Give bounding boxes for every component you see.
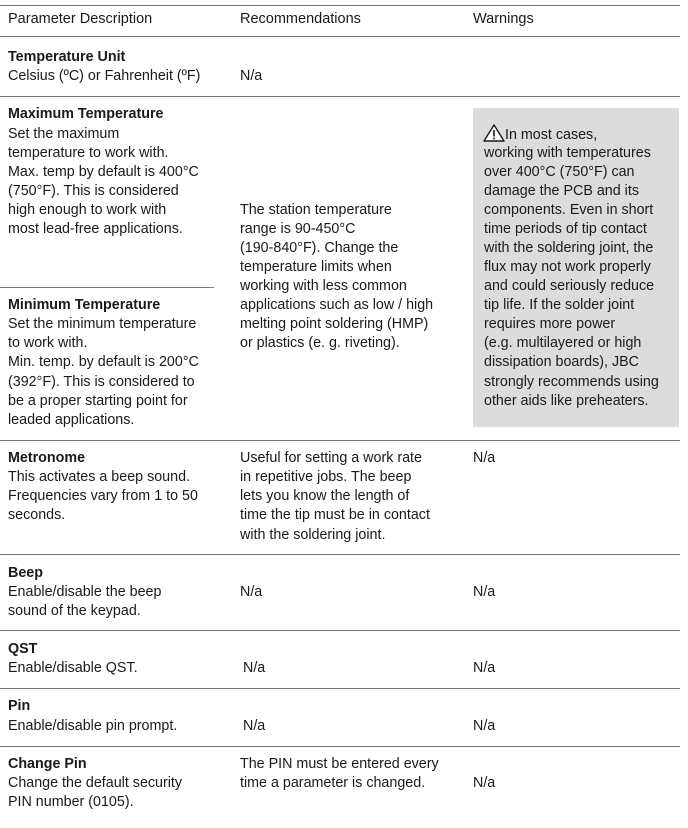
maximum-temperature-desc-2: temperature to work with.: [8, 145, 169, 161]
qst-warn: N/a: [473, 660, 496, 676]
warning-text-7: with the soldering joint, the: [484, 240, 654, 256]
beep-warn: N/a: [473, 584, 496, 600]
row-rule: [0, 96, 680, 97]
warning-first-line: [483, 124, 597, 145]
minimum-temperature-desc-6: leaded applications.: [8, 412, 135, 428]
warning-text-1: In most cases,: [505, 127, 598, 143]
minimum-temperature-desc-3: Min. temp. by default is 200°C: [8, 354, 199, 370]
warning-text-13: dissipation boards), JBC: [484, 354, 639, 370]
warning-text-9: and could seriously reduce: [484, 278, 655, 294]
change-pin-rec-2: time a parameter is changed.: [240, 775, 426, 791]
pin-desc: Enable/disable pin prompt.: [8, 718, 178, 734]
pin-warn: N/a: [473, 718, 496, 734]
temperature-rec-8: or plastics (e. g. riveting).: [240, 335, 400, 351]
maximum-temperature-desc-4: (750°F). This is considered: [8, 183, 179, 199]
change-pin-title: Change Pin: [8, 756, 87, 772]
minimum-temperature-desc-1: Set the minimum temperature: [8, 316, 197, 332]
change-pin-desc-1: Change the default security: [8, 775, 183, 791]
temperature-rec-2: range is 90-450°C: [240, 221, 356, 237]
warning-text-4: damage the PCB and its: [484, 183, 639, 199]
minimum-temperature-title: Minimum Temperature: [8, 297, 161, 313]
minimum-temperature-desc-5: be a proper starting point for: [8, 393, 188, 409]
temperature-rec-4: temperature limits when: [240, 259, 392, 275]
qst-desc: Enable/disable QST.: [8, 660, 138, 676]
metronome-desc-3: seconds.: [8, 507, 66, 523]
temperature-rec-3: (190-840°F). Change the: [240, 240, 399, 256]
warning-text-8: flux may not work properly: [484, 259, 651, 275]
beep-desc-1: Enable/disable the beep: [8, 584, 162, 600]
metronome-rec-4: time the tip must be in contact: [240, 507, 430, 523]
metronome-warn: N/a: [473, 450, 496, 466]
qst-title: QST: [8, 641, 38, 657]
metronome-rec-3: lets you know the length of: [240, 488, 410, 504]
metronome-rec-1: Useful for setting a work rate: [240, 450, 422, 466]
header-rule: [0, 36, 680, 37]
warning-text-11: requires more power: [484, 316, 616, 332]
warning-text-5: components. Even in short: [484, 202, 654, 218]
beep-title: Beep: [8, 565, 43, 581]
maximum-temperature-desc-1: Set the maximum: [8, 126, 120, 142]
header-warnings: Warnings: [473, 11, 534, 27]
row-rule: [0, 440, 680, 441]
row-rule: [0, 688, 680, 689]
warning-text-10: tip life. If the solder joint: [484, 297, 635, 313]
row-rule: [0, 746, 680, 747]
beep-rec: N/a: [240, 584, 263, 600]
metronome-desc-1: This activates a beep sound.: [8, 469, 190, 485]
temperature-unit-desc: Celsius (ºC) or Fahrenheit (ºF): [8, 68, 201, 84]
warning-text-3: over 400°C (750°F) can: [484, 164, 635, 180]
temperature-rec-7: melting point soldering (HMP): [240, 316, 429, 332]
warning-text-2: working with temperatures: [484, 145, 651, 161]
temperature-rec-6: applications such as low / high: [240, 297, 434, 313]
change-pin-warn: N/a: [473, 775, 496, 791]
warning-text-6: time periods of tip contact: [484, 221, 647, 237]
row-rule: [0, 554, 680, 555]
maximum-temperature-desc-5: high enough to work with: [8, 202, 167, 218]
table-top-rule: [0, 5, 680, 6]
warning-text-12: (e.g. multilayered or high: [484, 335, 642, 351]
warning-text-14: strongly recommends using: [484, 374, 659, 390]
temperature-rec-1: The station temperature: [240, 202, 392, 218]
row-rule: [0, 630, 680, 631]
temperature-rec-5: working with less common: [240, 278, 407, 294]
metronome-title: Metronome: [8, 450, 86, 466]
metronome-rec-2: in repetitive jobs. The beep: [240, 469, 412, 485]
beep-desc-2: sound of the keypad.: [8, 603, 141, 619]
minimum-temperature-desc-2: to work with.: [8, 335, 88, 351]
maximum-temperature-desc-6: most lead-free applications.: [8, 221, 183, 237]
maximum-temperature-desc-3: Max. temp by default is 400°C: [8, 164, 199, 180]
minimum-temperature-desc-4: (392°F). This is considered to: [8, 374, 195, 390]
metronome-rec-5: with the soldering joint.: [240, 527, 386, 543]
temperature-unit-rec: N/a: [240, 68, 263, 84]
header-parameter-description: Parameter Description: [8, 11, 153, 27]
pin-rec: N/a: [243, 718, 266, 734]
temperature-unit-title: Temperature Unit: [8, 49, 126, 65]
metronome-desc-2: Frequencies vary from 1 to 50: [8, 488, 198, 504]
qst-rec: N/a: [243, 660, 266, 676]
header-recommendations: Recommendations: [240, 11, 361, 27]
change-pin-rec-1: The PIN must be entered every: [240, 756, 439, 772]
pin-title: Pin: [8, 698, 31, 714]
warning-text-15: other aids like preheaters.: [484, 393, 649, 409]
sub-row-rule: [0, 287, 214, 288]
warning-triangle-icon: [483, 124, 505, 142]
maximum-temperature-title: Maximum Temperature: [8, 106, 164, 122]
change-pin-desc-2: PIN number (0105).: [8, 794, 134, 810]
